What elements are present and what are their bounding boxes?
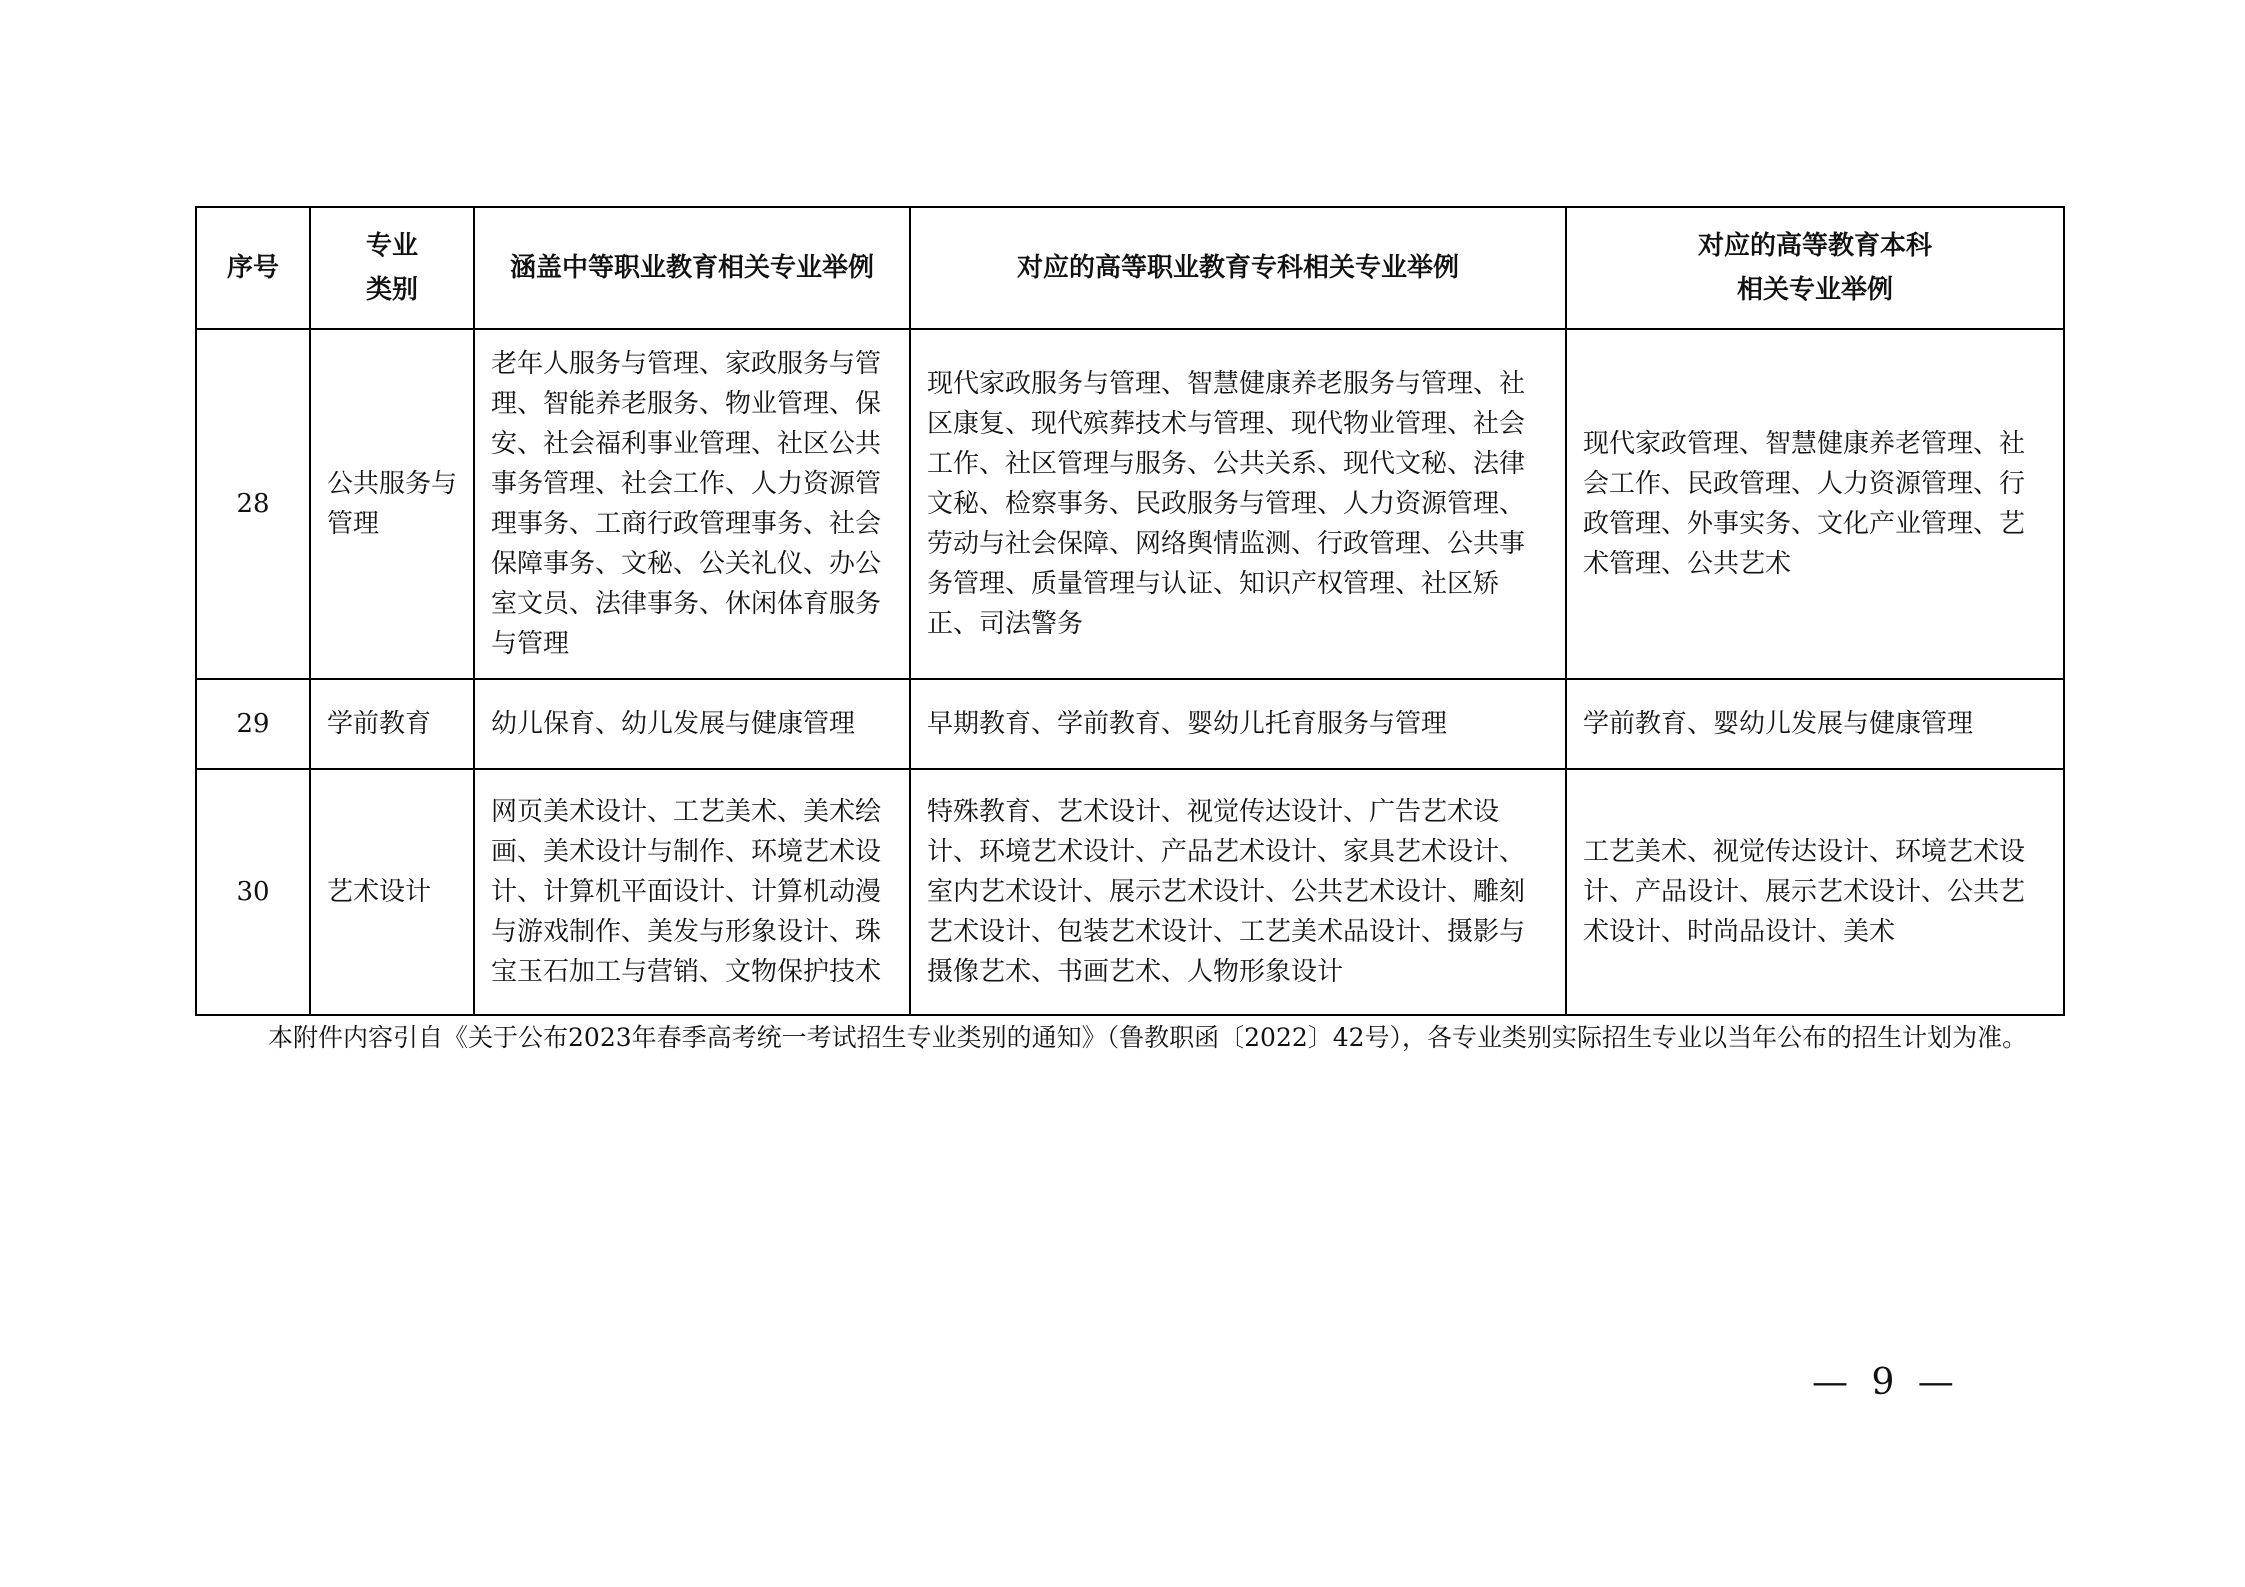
header-seq: 序号: [196, 207, 310, 329]
row-undergrad: 现代家政管理、智慧健康养老管理、社会工作、民政管理、人力资源管理、行政管理、外事实务、文化产业管理、艺术管理、公共艺术: [1566, 329, 2064, 679]
row-category: 学前教育: [310, 679, 474, 769]
header-category: 专业 类别: [310, 207, 474, 329]
row-vocational: 早期教育、学前教育、婴幼儿托育服务与管理: [910, 679, 1566, 769]
source-note: 本附件内容引自《关于公布2023年春季高考统一考试招生专业类别的通知》（鲁教职函〔2022〕42号），各专业类别实际招生专业以当年公布的招生计划为准。: [268, 1023, 2028, 1052]
header-vocational: 对应的高等职业教育专科相关专业举例: [910, 207, 1566, 329]
row-category: 公共服务与管理: [310, 329, 474, 679]
table-row: [196, 769, 2064, 1015]
header-undergrad: 对应的高等教育本科 相关专业举例: [1566, 207, 2064, 329]
row-category: 艺术设计: [310, 769, 474, 1015]
row-secondary: 幼儿保育、幼儿发展与健康管理: [474, 679, 910, 769]
row-vocational: 现代家政服务与管理、智慧健康养老服务与管理、社区康复、现代殡葬技术与管理、现代物业管理、社会工作、社区管理与服务、公共关系、现代文秘、法律文秘、检察事务、民政服务与管理、人力资源管理、劳动与社会保障、网络舆情监测、行政管理、公共事务管理、质量管理与认证、知识产权管理、社区矫正、司法警务: [910, 329, 1566, 679]
page-number: — 9 —: [1812, 1362, 1960, 1403]
majors-table: [195, 206, 2065, 1016]
row-vocational: 特殊教育、艺术设计、视觉传达设计、广告艺术设计、环境艺术设计、产品艺术设计、家具艺术设计、室内艺术设计、展示艺术设计、公共艺术设计、雕刻艺术设计、包装艺术设计、工艺美术品设计、摄影与摄像艺术、书画艺术、人物形象设计: [910, 769, 1566, 1015]
row-secondary: 网页美术设计、工艺美术、美术绘画、美术设计与制作、环境艺术设计、计算机平面设计、计算机动漫与游戏制作、美发与形象设计、珠宝玉石加工与营销、文物保护技术: [474, 769, 910, 1015]
row-number: 29: [196, 679, 310, 769]
row-number: 28: [196, 329, 310, 679]
table-row: [196, 679, 2064, 769]
row-secondary: 老年人服务与管理、家政服务与管理、智能养老服务、物业管理、保安、社会福利事业管理、社区公共事务管理、社会工作、人力资源管理事务、工商行政管理事务、社会保障事务、文秘、公关礼仪、办公室文员、法律事务、休闲体育服务与管理: [474, 329, 910, 679]
table-header-row: [196, 207, 2064, 329]
row-undergrad: 工艺美术、视觉传达设计、环境艺术设计、产品设计、展示艺术设计、公共艺术设计、时尚品设计、美术: [1566, 769, 2064, 1015]
table-row: [196, 329, 2064, 679]
row-undergrad: 学前教育、婴幼儿发展与健康管理: [1566, 679, 2064, 769]
header-secondary: 涵盖中等职业教育相关专业举例: [474, 207, 910, 329]
row-number: 30: [196, 769, 310, 1015]
